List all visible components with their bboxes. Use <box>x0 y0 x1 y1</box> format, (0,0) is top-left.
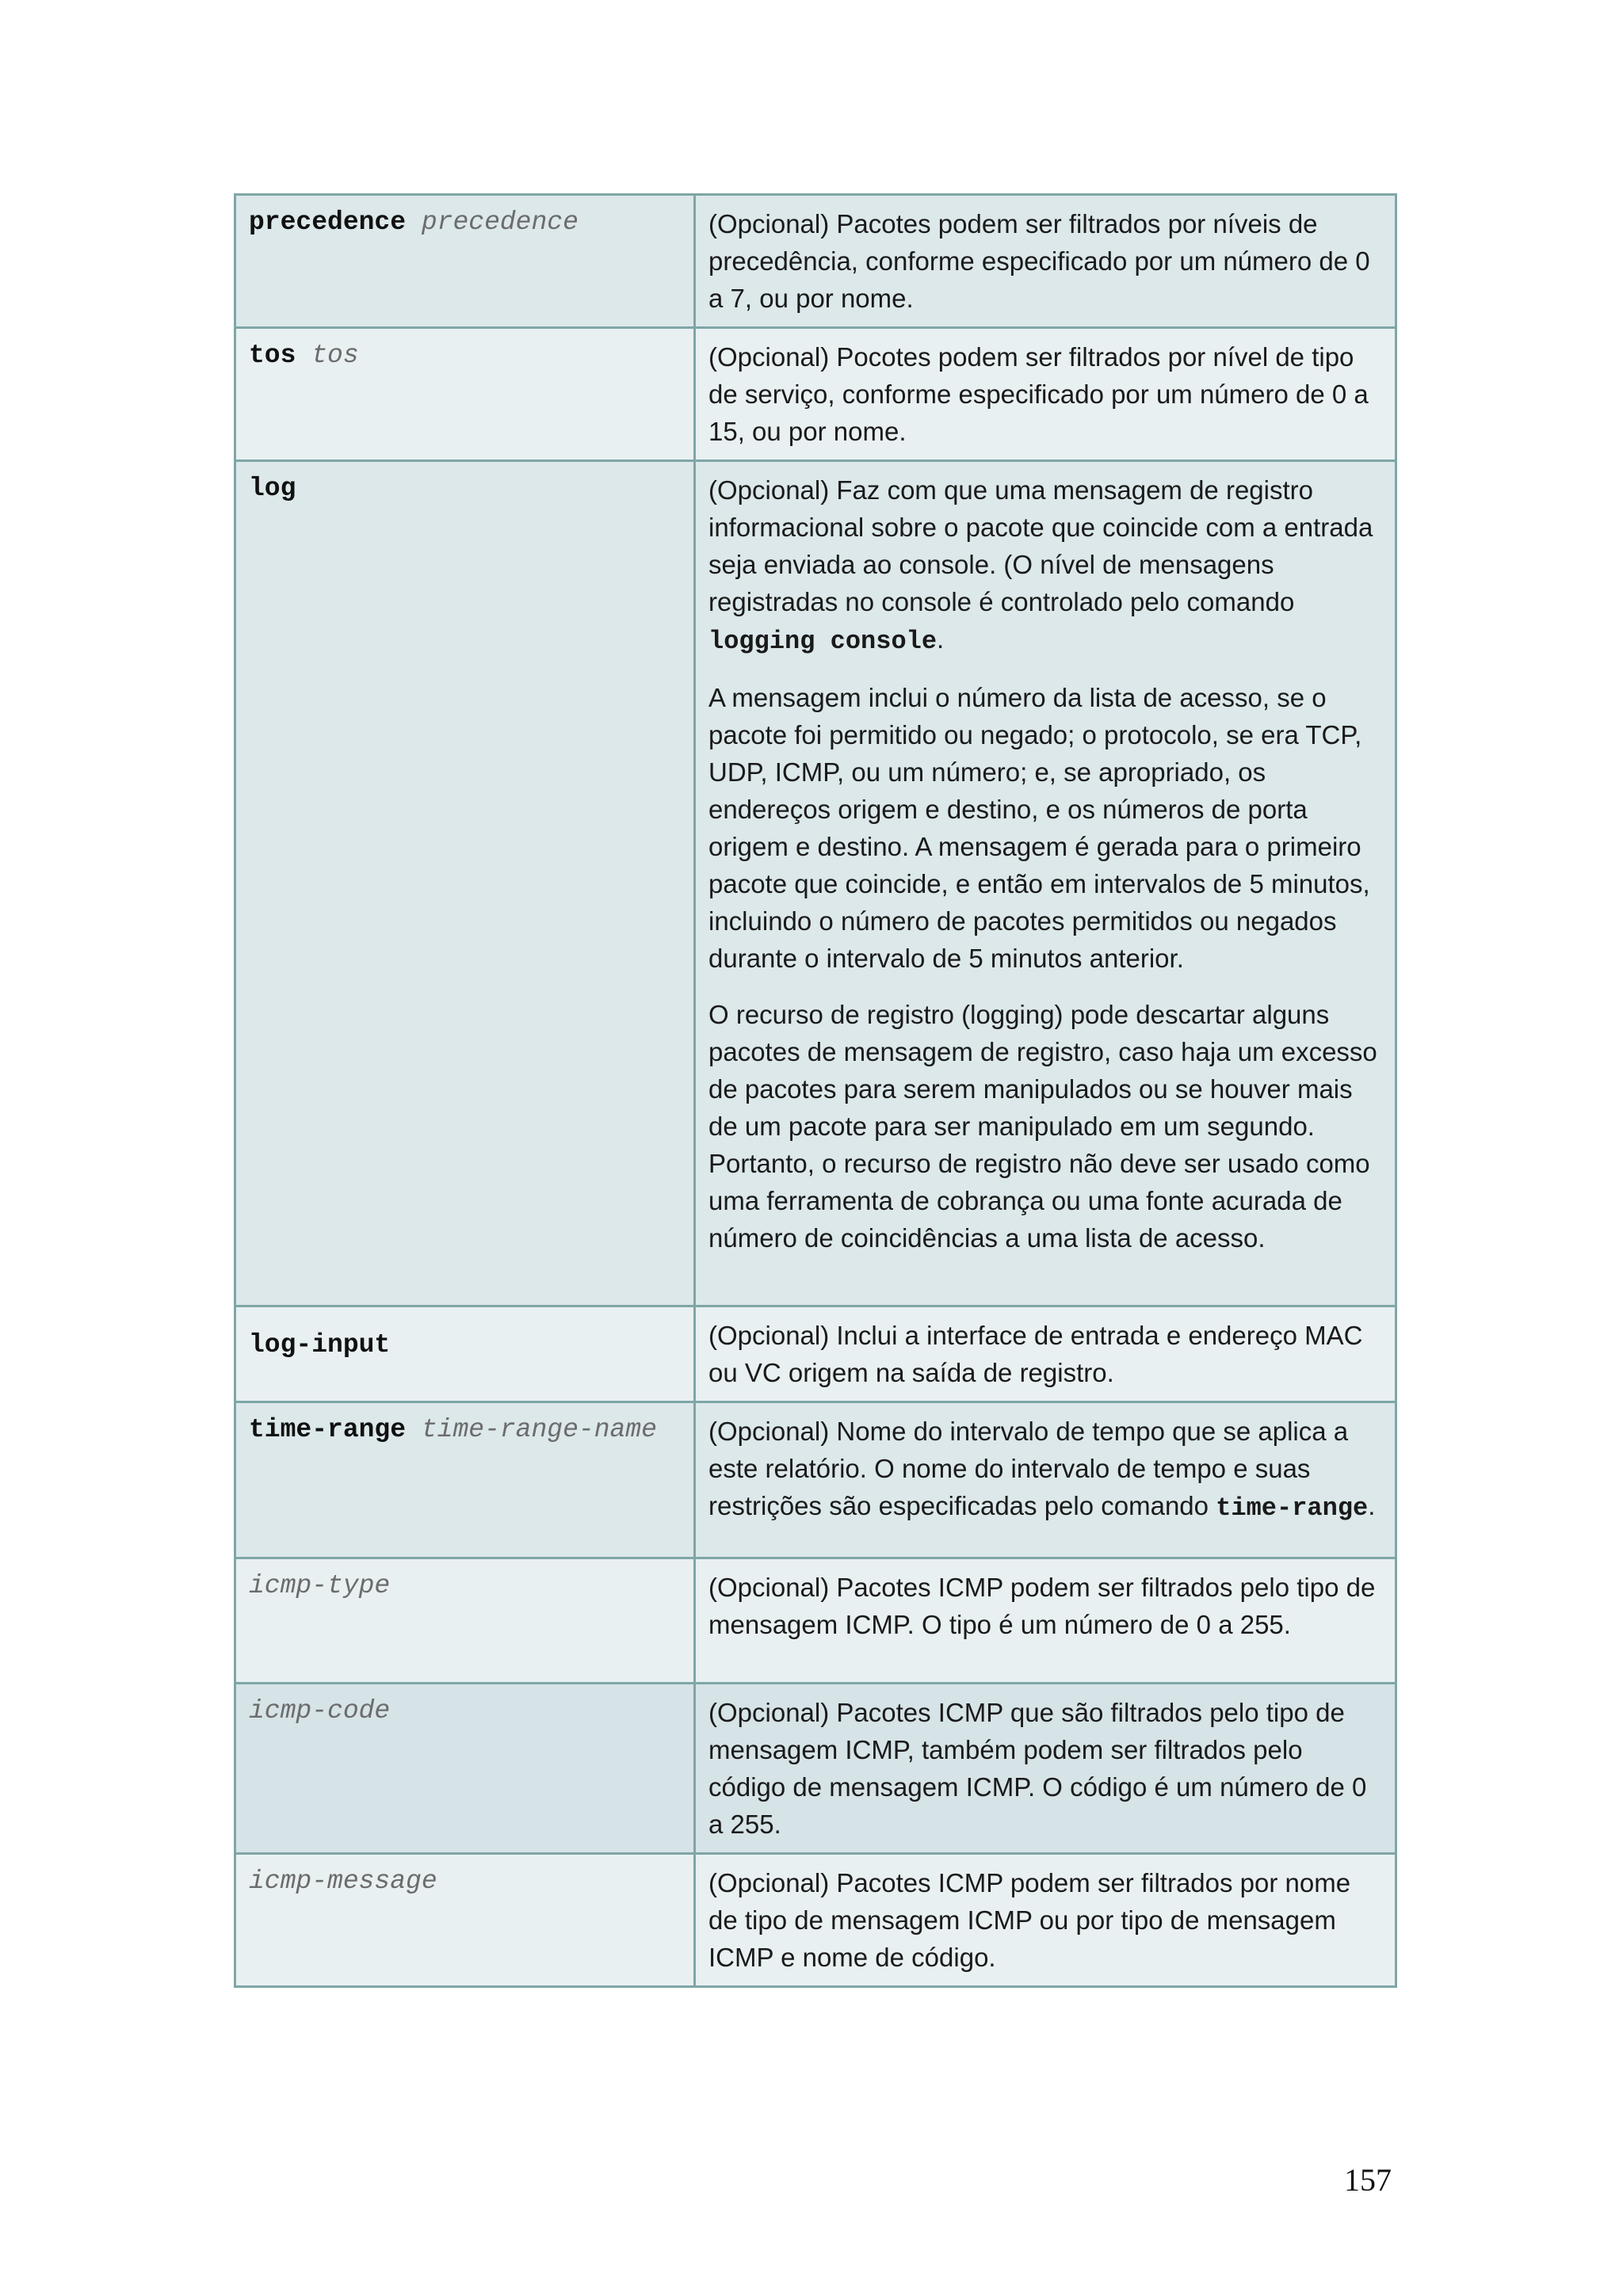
description-text: (Opcional) Pacotes ICMP podem ser filtrados por nome de tipo de mensagem ICMP ou por tipo de mensagem ICMP e nome de código. <box>708 1868 1351 1972</box>
argument: tos <box>311 341 359 370</box>
description-text: (Opcional) Pacotes ICMP que são filtrados pelo tipo de mensagem ICMP, também podem ser filtrados pelo código de mensagem ICMP. O código é um número de 0 a 255. <box>708 1698 1367 1839</box>
inline-command: time-range <box>1216 1493 1369 1523</box>
parameter-cell <box>235 1854 695 1987</box>
parameter-cell <box>235 461 695 1306</box>
parameter-cell <box>235 1684 695 1854</box>
page-number: 157 <box>1344 2162 1392 2198</box>
argument: icmp-message <box>249 1867 437 1896</box>
table-row <box>235 195 1396 328</box>
description-text: (Opcional) Pacotes ICMP podem ser filtrados pelo tipo de mensagem ICMP. O tipo é um número de 0 a 255. <box>708 1573 1376 1639</box>
parameter-term <box>249 1413 682 1447</box>
description-cell <box>695 1402 1396 1558</box>
parameter-term <box>249 205 682 240</box>
argument: precedence <box>421 208 579 237</box>
parameter-cell <box>235 1306 695 1402</box>
table-row <box>235 461 1396 1306</box>
table-row <box>235 328 1396 461</box>
argument: icmp-type <box>249 1571 391 1600</box>
parameter-cell <box>235 1402 695 1558</box>
description-cell <box>695 1306 1396 1402</box>
description-cell <box>695 1684 1396 1854</box>
description-text: (Opcional) Faz com que uma mensagem de registro informacional sobre o pacote que coincide com a entrada seja enviada ao console. (O nível de mensagens registradas no console é controlado pelo comando logging console. <box>708 475 1373 656</box>
parameter-cell <box>235 1558 695 1684</box>
parameter-cell <box>235 328 695 461</box>
keyword: log <box>249 474 296 503</box>
description-cell <box>695 461 1396 1306</box>
description-text: (Opcional) Inclui a interface de entrada e endereço MAC ou VC origem na saída de registro. <box>708 1321 1363 1387</box>
table-row <box>235 1854 1396 1987</box>
description-text: A mensagem inclui o número da lista de acesso, se o pacote foi permitido ou negado; o protocolo, se era TCP, UDP, ICMP, ou um número; e, se apropriado, os endereços origem e destino, e os números de porta origem e destino. A mensagem é gerada para o primeiro pacote que coincide, e então em intervalos de 5 minutos, incluindo o número de pacotes permitidos ou negados durante o intervalo de 5 minutos anterior. <box>708 683 1370 973</box>
parameter-term <box>249 1694 682 1729</box>
table-row <box>235 1402 1396 1558</box>
argument: time-range-name <box>421 1415 657 1444</box>
parameter-term <box>249 1569 682 1604</box>
description-text: (Opcional) Pacotes podem ser filtrados por níveis de precedência, conforme especificado por um número de 0 a 7, ou por nome. <box>708 209 1370 313</box>
keyword: precedence <box>249 208 407 237</box>
table-row <box>235 1684 1396 1854</box>
description-cell <box>695 1854 1396 1987</box>
parameter-term <box>249 471 682 506</box>
argument: icmp-code <box>249 1696 391 1726</box>
keyword: tos <box>249 341 296 370</box>
table-row <box>235 1306 1396 1402</box>
inline-command: logging console <box>708 627 938 656</box>
keyword: time-range <box>249 1415 407 1444</box>
description-cell <box>695 1558 1396 1684</box>
parameter-table <box>234 193 1397 1988</box>
parameter-term <box>249 1317 682 1363</box>
description-text: O recurso de registro (logging) pode descartar alguns pacotes de mensagem de registro, caso haja um excesso de pacotes para serem manipulados ou se houver mais de um pacote para ser manipulado em um segundo. Portanto, o recurso de registro não deve ser usado como uma ferramenta de cobrança ou uma fonte acurada de número de coincidências a uma lista de acesso. <box>708 1000 1377 1253</box>
table-row <box>235 1558 1396 1684</box>
parameter-cell <box>235 195 695 328</box>
description-text: (Opcional) Pocotes podem ser filtrados por nível de tipo de serviço, conforme especificado por um número de 0 a 15, ou por nome. <box>708 342 1369 446</box>
keyword: log-input <box>249 1330 391 1360</box>
description-cell <box>695 195 1396 328</box>
description-cell <box>695 328 1396 461</box>
description-text: (Opcional) Nome do intervalo de tempo que se aplica a este relatório. O nome do intervalo de tempo e suas restrições são especificadas pelo comando time-range. <box>708 1417 1376 1523</box>
parameter-term <box>249 1864 682 1899</box>
parameter-term <box>249 338 682 373</box>
